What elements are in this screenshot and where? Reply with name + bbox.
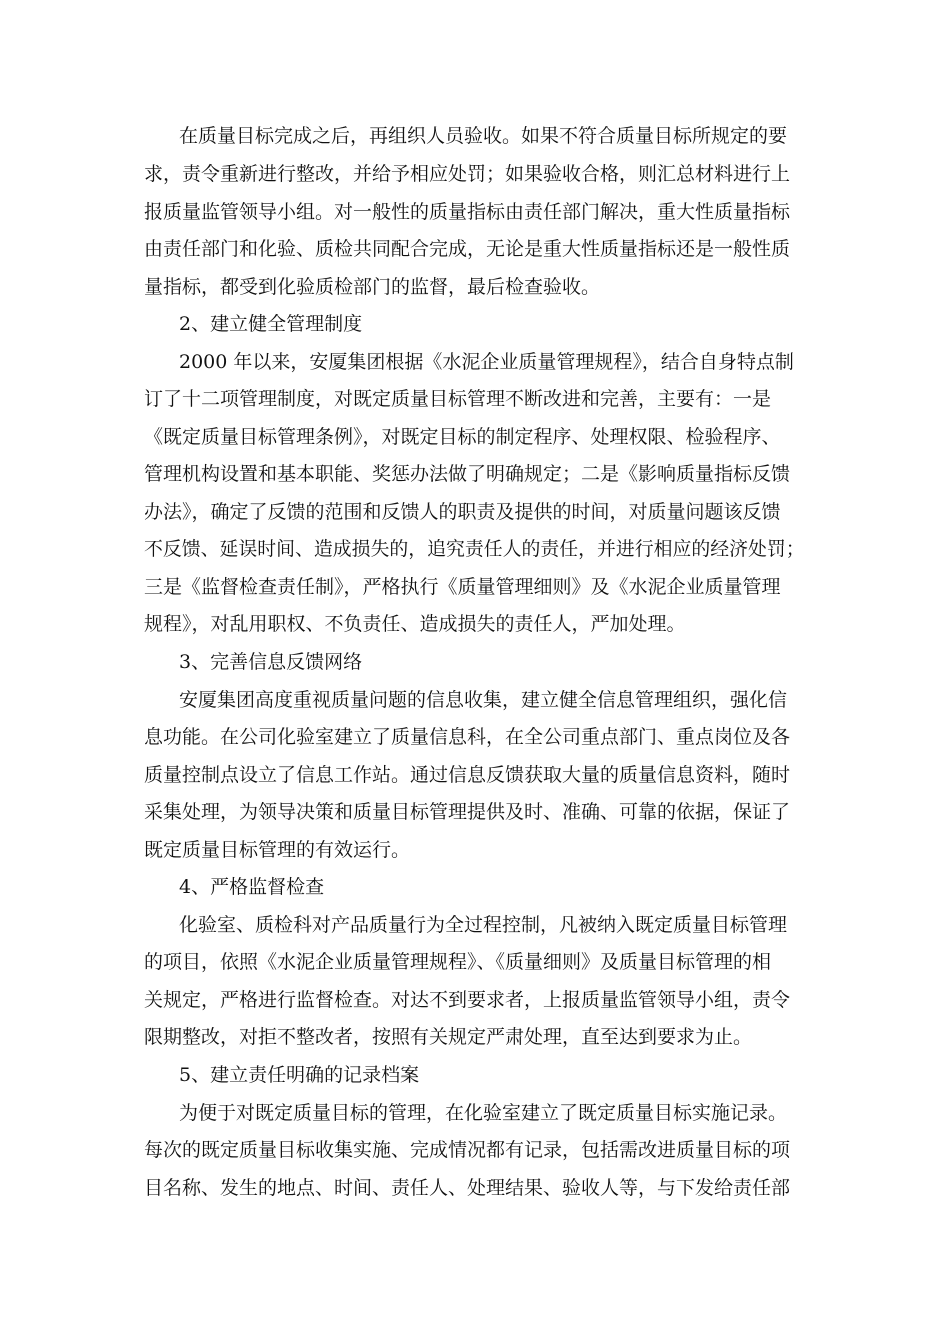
- paragraph-line: 2000 年以来，安厦集团根据《水泥企业质量管理规程》，结合自身特点制: [179, 351, 794, 373]
- paragraph-line: 订了十二项管理制度，对既定质量目标管理不断改进和完善，主要有：一是: [144, 388, 772, 410]
- paragraph-line: 由责任部门和化验、质检共同配合完成，无论是重大性质量指标还是一般性质: [144, 238, 791, 260]
- paragraph-line: 每次的既定质量目标收集实施、完成情况都有记录，包括需改进质量目标的项: [144, 1139, 791, 1161]
- section-heading: 5、建立责任明确的记录档案: [179, 1064, 420, 1086]
- paragraph-line: 三是《监督检查责任制》，严格执行《质量管理细则》及《水泥企业质量管理: [144, 576, 781, 598]
- paragraph-line: 《既定质量目标管理条例》，对既定目标的制定程序、处理权限、检验程序、: [144, 426, 781, 448]
- paragraph-line: 为便于对既定质量目标的管理，在化验室建立了既定质量目标实施记录。: [179, 1102, 788, 1124]
- paragraph-line: 化验室、质检科对产品质量行为全过程控制，凡被纳入既定质量目标管理: [179, 914, 788, 936]
- paragraph-line: 求，责令重新进行整改，并给予相应处罚；如果验收合格，则汇总材料进行上: [144, 163, 791, 185]
- section-heading: 3、完善信息反馈网络: [179, 651, 363, 673]
- paragraph-line: 规程》，对乱用职权、不负责任、造成损失的责任人，严加处理。: [144, 613, 686, 635]
- paragraph-line: 管理机构设置和基本职能、奖惩办法做了明确规定；二是《影响质量指标反馈: [144, 463, 791, 485]
- paragraph-line: 质量控制点设立了信息工作站。通过信息反馈获取大量的质量信息资料，随时: [144, 764, 791, 786]
- paragraph-line: 安厦集团高度重视质量问题的信息收集，建立健全信息管理组织，强化信: [179, 689, 788, 711]
- paragraph-line: 办法》，确定了反馈的范围和反馈人的职责及提供的时间，对质量问题该反馈: [144, 501, 781, 523]
- paragraph-line: 限期整改，对拒不整改者，按照有关规定严肃处理，直至达到要求为止。: [144, 1026, 753, 1048]
- section-heading: 2、建立健全管理制度: [179, 313, 363, 335]
- paragraph-line: 目名称、发生的地点、时间、责任人、处理结果、验收人等，与下发给责任部: [144, 1177, 791, 1199]
- paragraph-line: 关规定，严格进行监督检查。对达不到要求者，上报质量监管领导小组，责令: [144, 989, 791, 1011]
- paragraph-line: 的项目，依照《水泥企业质量管理规程》、《质量细则》及质量目标管理的相: [144, 951, 772, 973]
- paragraph-line: 既定质量目标管理的有效运行。: [144, 839, 411, 861]
- paragraph-line: 采集处理，为领导决策和质量目标管理提供及时、准确、可靠的依据，保证了: [144, 801, 791, 823]
- paragraph-line: 不反馈、延误时间、造成损失的，追究责任人的责任，并进行相应的经济处罚；: [144, 538, 805, 560]
- section-heading: 4、严格监督检查: [179, 876, 325, 898]
- paragraph-line: 量指标，都受到化验质检部门的监督，最后检查验收。: [144, 276, 601, 298]
- paragraph-line: 报质量监管领导小组。对一般性的质量指标由责任部门解决，重大性质量指标: [144, 201, 791, 223]
- paragraph-line: 息功能。在公司化验室建立了质量信息科，在全公司重点部门、重点岗位及各: [144, 726, 791, 748]
- paragraph-line: 在质量目标完成之后，再组织人员验收。如果不符合质量目标所规定的要: [179, 125, 788, 147]
